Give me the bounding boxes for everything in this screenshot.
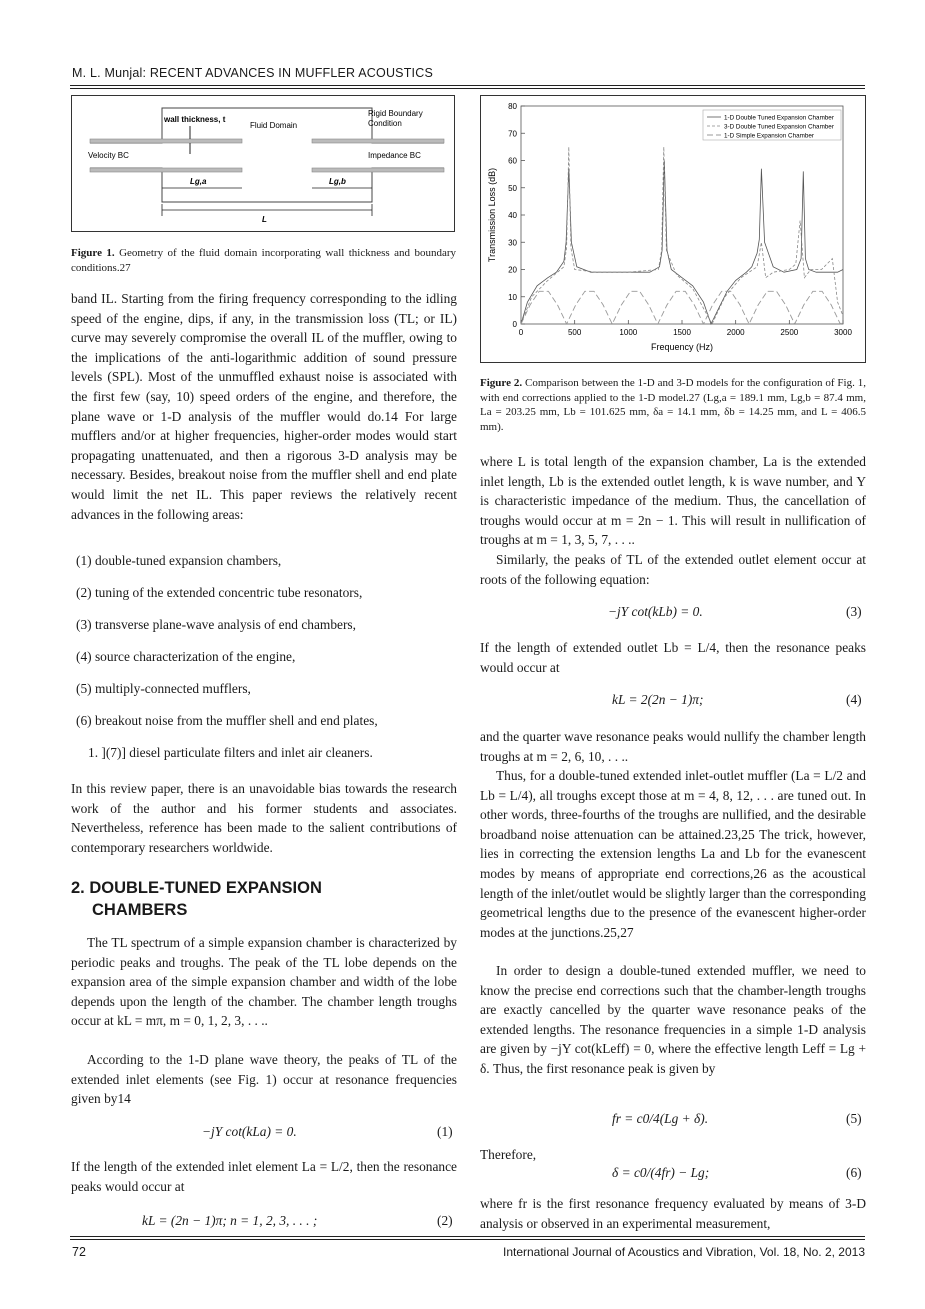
x-tick-label: 2500 bbox=[780, 328, 799, 337]
label-fluid-domain: Fluid Domain bbox=[250, 121, 298, 130]
equation-5-number: (5) bbox=[846, 1111, 862, 1126]
equation-6-number: (6) bbox=[846, 1165, 862, 1180]
right-paragraph-1: where L is total length of the expansion chamber, La is the extended inlet length, Lb is the extended outlet length, k is wave number, and Y is characteristic impedance of the medium. Thus, the cancellation of troughs would occur at m = 2n − 1. This will result in nullification of troughs at m = 1, 3, 5, 7, . . .. bbox=[480, 454, 866, 548]
x-tick-label: 0 bbox=[518, 328, 524, 337]
y-tick-label: 10 bbox=[508, 292, 517, 302]
equation-3: −jY cot(kLb) = 0. bbox=[608, 604, 703, 619]
footer-rule-secondary bbox=[70, 1239, 865, 1240]
y-tick-label: 40 bbox=[508, 211, 517, 220]
right-paragraph-7: Therefore, bbox=[480, 1147, 537, 1162]
y-tick-label: 30 bbox=[508, 238, 517, 248]
left-paragraph-4: According to the 1-D plane wave theory, the peaks of TL of the extended inlet elements (see Fig. 1) occur at resonance frequencies given by14 bbox=[71, 1052, 457, 1107]
equation-2-number: (2) bbox=[437, 1213, 453, 1228]
y-tick-label: 60 bbox=[508, 156, 517, 166]
legend-label-2: 3-D Double Tuned Expansion Chamber bbox=[724, 123, 834, 131]
figure-2-caption-text: Comparison between the 1-D and 3-D models for the configuration of Fig. 1, with end corrections applied to the 1-D model.27 (Lg,a = 189.1 mm, Lg,b = 87.4 mm, La = 203.25 mm, Lb = 101.625 mm, δa = 14.1 mm, δb = 14.25 mm, and L = 406.5 mm). bbox=[480, 377, 866, 433]
label-velocity-bc: Velocity BC bbox=[88, 151, 129, 160]
section-heading-line-2: CHAMBERS bbox=[92, 901, 188, 919]
label-l: L bbox=[262, 215, 267, 224]
equation-3-number: (3) bbox=[846, 604, 862, 619]
list-item-1: (1) double-tuned expansion chambers, bbox=[76, 553, 282, 568]
y-tick-label: 20 bbox=[508, 265, 517, 275]
y-tick-label: 80 bbox=[508, 102, 517, 111]
left-paragraph-5: If the length of the extended inlet element La = L/2, then the resonance peaks would occur at bbox=[71, 1159, 457, 1194]
right-paragraph-6: In order to design a double-tuned extended muffler, we need to know the precise end corrections such that the chamber-length troughs are exactly cancelled by the quarter wave resonance peaks of the extended lengths. The resonance frequencies in a simple 1-D analysis are given by −jY cot(kLeff) = 0, where the effective length Leff = Lg + δ. Thus, the first resonance peak is given by bbox=[480, 963, 866, 1076]
x-axis-label: Frequency (Hz) bbox=[650, 342, 714, 352]
list-item-5: (5) multiply-connected mufflers, bbox=[76, 681, 251, 696]
label-impedance-bc: Impedance BC bbox=[368, 151, 421, 160]
inlet-wall-bottom bbox=[90, 168, 242, 172]
list-item-6: (6) breakout noise from the muffler shell and end plates, bbox=[76, 713, 378, 728]
left-paragraph-2: In this review paper, there is an unavoidable bias towards the research work of the author and his former students and associates. Nevertheless, reference has been made to the salient contributions of contemporary researchers worldwide. bbox=[71, 781, 457, 855]
x-tick-label: 3000 bbox=[834, 328, 852, 337]
equation-6: δ = c0/(4fr) − Lg; bbox=[612, 1165, 710, 1180]
journal-citation: International Journal of Acoustics and Vibration, Vol. 18, No. 2, 2013 bbox=[502, 1245, 865, 1259]
figure-1-caption-label: Figure 1. bbox=[71, 247, 115, 259]
left-paragraph-3: The TL spectrum of a simple expansion chamber is characterized by periodic peaks and troughs. The peak of the TL lobe depends on the expansion area of the simple expansion chamber and width of the lobe depends upon the length of the chamber. The chamber length troughs occur at kL = mπ, m = 0, 1, 2, 3, . . .. bbox=[71, 935, 457, 1029]
right-paragraph-8: where fr is the first resonance frequency evaluated by means of 3-D analysis or observed in an experimental measurement, bbox=[480, 1196, 866, 1231]
right-paragraph-2: Similarly, the peaks of TL of the extended outlet element occur at roots of the following equation: bbox=[480, 552, 866, 587]
inlet-wall-top bbox=[90, 139, 242, 143]
x-tick-label: 500 bbox=[567, 328, 582, 337]
equation-2: kL = (2n − 1)π; n = 1, 2, 3, . . . ; bbox=[142, 1213, 318, 1228]
x-tick-label: 1500 bbox=[673, 328, 691, 337]
right-paragraph-4: and the quarter wave resonance peaks would nullify the chamber length troughs at m = 2, 6, 10, . . .. bbox=[480, 729, 866, 764]
equation-1-number: (1) bbox=[437, 1124, 453, 1139]
label-lgb: Lg,b bbox=[329, 177, 346, 186]
list-item-3: (3) transverse plane-wave analysis of end chambers, bbox=[76, 617, 356, 632]
legend-label-3: 1-D Simple Expansion Chamber bbox=[724, 132, 814, 140]
equation-5: fr = c0/4(Lg + δ). bbox=[612, 1111, 709, 1126]
rigid-boundary-line-bottom bbox=[90, 168, 444, 202]
list-item-2: (2) tuning of the extended concentric tube resonators, bbox=[76, 585, 363, 600]
right-paragraph-3: If the length of extended outlet Lb = L/4, then the resonance peaks would occur at bbox=[480, 640, 866, 675]
running-header: M. L. Munjal: RECENT ADVANCES IN MUFFLER ACOUSTICS bbox=[72, 66, 433, 80]
list-item-4: (4) source characterization of the engine, bbox=[76, 649, 296, 664]
label-rigid-boundary: Rigid Boundary bbox=[368, 109, 423, 118]
label-condition: Condition bbox=[368, 119, 402, 128]
y-tick-label: 70 bbox=[508, 129, 517, 139]
left-paragraph-1: band IL. Starting from the firing frequency corresponding to the idling speed of the engine, dips, if any, in the transmission loss (TL; or IL) curve may severely compromise the overall IL of the muffler, owing to the implications of the anti-logarithmic addition of sound pressure levels (SPL). Most of the unmuffled exhaust noise is associated with the first few (say, 10) speed orders of the engine, and therefore, the plane wave or 1-D analysis of the muffler would do.14 For large mufflers and/or at higher frequencies, higher-order modes would start propagating unattenuated, and then a rigorous 3-D analysis may be necessary. Besides, breakout noise from the muffler shell and end plate would limit the net IL. This paper reviews the relatively recent advances in the following areas: bbox=[71, 291, 457, 522]
list-item-7: 1. ](7)] diesel particulate filters and inlet air cleaners. bbox=[88, 745, 373, 760]
equation-4: kL = 2(2n − 1)π; bbox=[612, 692, 704, 707]
x-tick-label: 1000 bbox=[619, 328, 638, 337]
y-tick-label: 0 bbox=[512, 320, 517, 329]
figure-2-caption bbox=[480, 376, 866, 434]
header-rule bbox=[70, 85, 865, 86]
page-number: 72 bbox=[72, 1245, 86, 1259]
tl-chart bbox=[481, 96, 865, 362]
figure-1-caption-text: Geometry of the fluid domain incorporating wall thickness and boundary conditions.27 bbox=[71, 247, 457, 274]
figure-2 bbox=[480, 95, 866, 363]
x-tick-label: 2000 bbox=[726, 328, 745, 337]
legend-label-1: 1-D Double Tuned Expansion Chamber bbox=[724, 114, 834, 122]
outlet-wall-top bbox=[312, 139, 444, 143]
figure-1-diagram bbox=[72, 96, 454, 231]
label-lga: Lg,a bbox=[190, 177, 207, 186]
right-paragraph-5: Thus, for a double-tuned extended inlet-outlet muffler (La = L/2 and Lb = L/4), all troughs except those at m = 4, 8, 12, . . . are tuned out. In other words, three-fourths of the troughs are nullified, and the desirable broadband noise attenuation can be attained.23,25 The trick, however, lies in correcting the extension lengths La and Lb for the evanescent modes by means of appropriate end corrections,26 as the acoustical length of the inlet/outlet would be slightly larger than the corresponding geometrical lengths due to the presence of the evanescent higher-order modes at the junctions.25,27 bbox=[480, 768, 866, 940]
label-wall-thickness: wall thickness, t bbox=[164, 115, 226, 124]
y-tick-label: 50 bbox=[508, 183, 517, 193]
y-axis-label: Transmission Loss (dB) bbox=[487, 167, 497, 263]
section-heading-line-1: 2. DOUBLE-TUNED EXPANSION bbox=[71, 879, 322, 897]
outlet-wall-bottom bbox=[312, 168, 444, 172]
equation-1: −jY cot(kLa) = 0. bbox=[202, 1124, 297, 1139]
figure-1-caption bbox=[71, 246, 456, 275]
footer-rule bbox=[70, 1236, 865, 1237]
figure-2-caption-label: Figure 2. bbox=[480, 377, 523, 389]
figure-1 bbox=[71, 95, 455, 232]
header-rule-secondary bbox=[70, 88, 865, 89]
equation-4-number: (4) bbox=[846, 692, 862, 707]
